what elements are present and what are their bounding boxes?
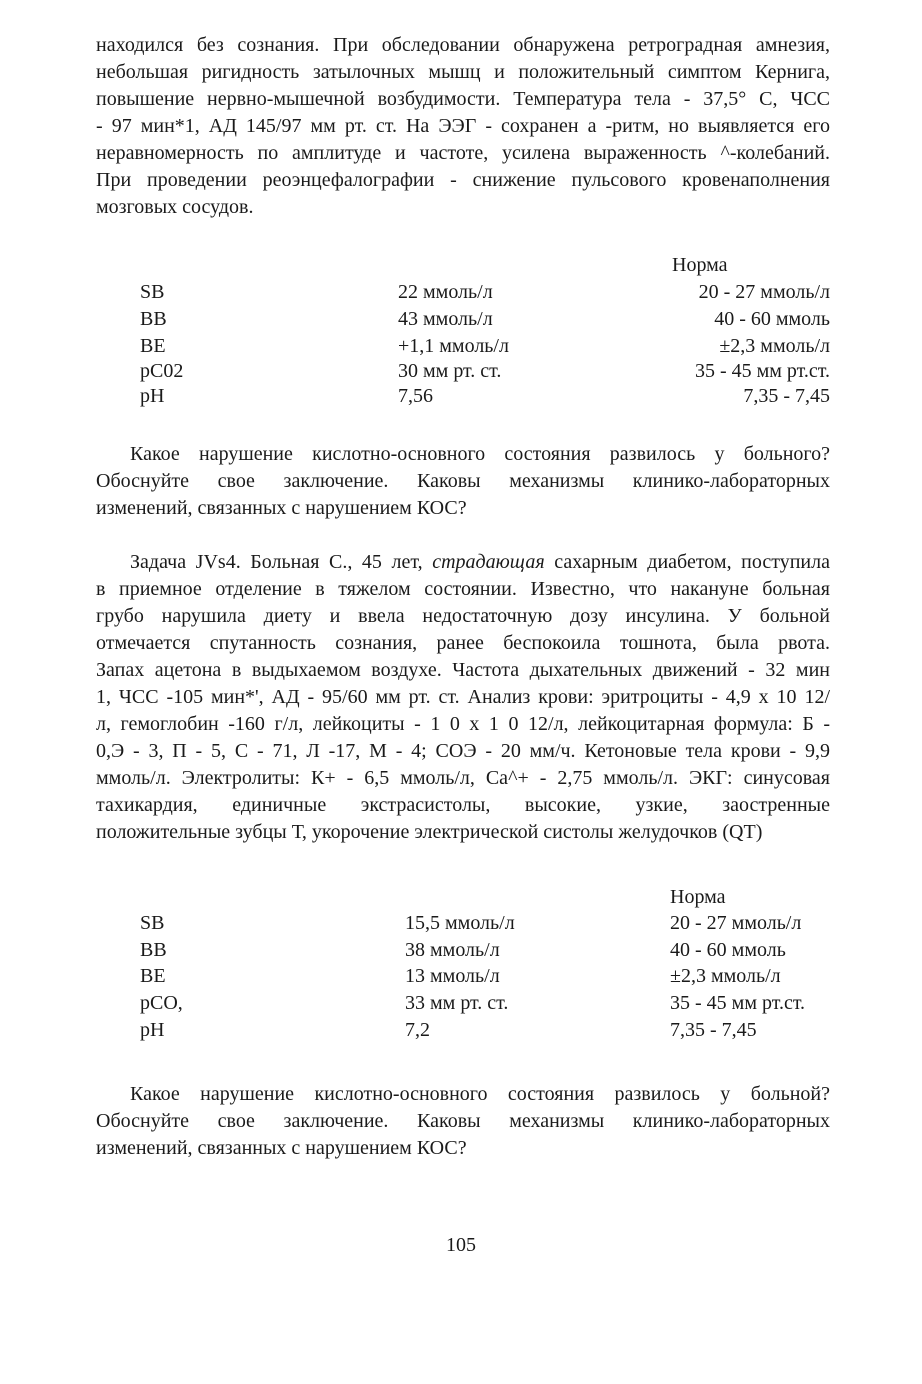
norm-cell: 7,35 - 7,45 xyxy=(743,385,830,407)
norm-cell: 35 - 45 мм рт.ст. xyxy=(694,360,830,382)
norm-header: Норма xyxy=(670,886,726,908)
param-cell: BB xyxy=(140,939,167,961)
param-cell: SB xyxy=(140,912,165,934)
text-line: Какое нарушение кислотно-основного состояния развилось у больного? xyxy=(130,443,830,465)
value-cell: +1,1 ммоль/л xyxy=(398,335,509,357)
table-row xyxy=(0,358,922,385)
text-line: - 97 мин*1, АД 145/97 мм рт. ст. На ЭЭГ - сохранен а -ритм, но выявляется его xyxy=(96,115,830,137)
table-row xyxy=(0,937,922,964)
norm-cell: 40 - 60 ммоль xyxy=(670,939,786,961)
text-line: тахикардия, единичные экстрасистолы, высокие, узкие, заостренные xyxy=(96,794,830,816)
norm-header: Норма xyxy=(672,254,728,276)
table-row xyxy=(0,1017,922,1044)
param-cell: pH xyxy=(140,1019,165,1041)
norm-cell: ±2,3 ммоль/л xyxy=(670,965,781,987)
param-cell: pH xyxy=(140,385,165,407)
value-cell: 15,5 ммоль/л xyxy=(405,912,515,934)
text-line: Запах ацетона в выдыхаемом воздухе. Частота дыхательных движений - 32 мин xyxy=(96,659,830,681)
value-cell: 43 ммоль/л xyxy=(398,308,493,330)
text-line: Какое нарушение кислотно-основного состояния развилось у больной? xyxy=(130,1083,830,1105)
norm-cell: 35 - 45 мм рт.ст. xyxy=(670,992,806,1014)
value-cell: 30 мм рт. ст. xyxy=(398,360,502,382)
value-cell: 22 ммоль/л xyxy=(398,281,493,303)
text-line: находился без сознания. При обследовании обнаружена ретроградная амнезия, xyxy=(96,34,830,56)
text-line: ммоль/л. Электролиты: К+ - 6,5 ммоль/л, Са^+ - 2,75 ммоль/л. ЭКГ: синусовая xyxy=(96,767,830,789)
table-row xyxy=(0,963,922,990)
text-line: положительные зубцы Т, укорочение электрической систолы желудочков (QT) xyxy=(96,821,763,843)
param-cell: pCO, xyxy=(140,992,183,1014)
table-row xyxy=(0,333,922,360)
text-line: изменений, связанных с нарушением КОС? xyxy=(96,1137,467,1159)
task-heading-rest: сахарным диабетом, поступила xyxy=(544,551,830,573)
table-row xyxy=(0,306,922,333)
param-cell: BE xyxy=(140,335,166,357)
value-cell: 7,56 xyxy=(398,385,433,407)
text-line: мозговых сосудов. xyxy=(96,196,254,218)
param-cell: pC02 xyxy=(140,360,184,382)
question-1 xyxy=(96,441,830,522)
text-line: в приемное отделение в тяжелом состоянии. Известно, что накануне больная xyxy=(96,578,830,600)
text-line: Обоснуйте свое заключение. Каковы механизмы клинико-лабораторных xyxy=(96,470,830,492)
emphasized-word: страдающая xyxy=(432,551,545,573)
norm-cell: ±2,3 ммоль/л xyxy=(719,335,830,357)
text-line: неравномерность по амплитуде и частоте, усилена выраженность ^-колебаний. xyxy=(96,142,830,164)
table-row xyxy=(0,910,922,937)
intro-paragraph xyxy=(96,32,830,221)
text-line: Обоснуйте свое заключение. Каковы механизмы клинико-лабораторных xyxy=(96,1110,830,1132)
table-row xyxy=(0,383,922,410)
norm-cell: 20 - 27 ммоль/л xyxy=(670,912,802,934)
task-heading-line xyxy=(96,549,830,576)
text-line: При проведении реоэнцефалографии - снижение пульсового кровенаполнения xyxy=(96,169,830,191)
norm-cell: 20 - 27 ммоль/л xyxy=(698,281,830,303)
table-row xyxy=(0,279,922,306)
param-cell: BB xyxy=(140,308,167,330)
task-heading-text: Задача JVs4. Больная С., 45 лет, xyxy=(130,551,433,573)
norm-cell: 7,35 - 7,45 xyxy=(670,1019,757,1041)
text-line: отмечается спутанность сознания, ранее беспокоила тошнота, была рвота. xyxy=(96,632,830,654)
text-line: л, гемоглобин -160 г/л, лейкоциты - 1 0 х 1 0 12/л, лейкоцитарная формула: Б - xyxy=(96,713,830,735)
value-cell: 33 мм рт. ст. xyxy=(405,992,509,1014)
page-number: 105 xyxy=(446,1234,476,1256)
value-cell: 7,2 xyxy=(405,1019,430,1041)
text-line: 0,Э - 3, П - 5, С - 71, Л -17, М - 4; СОЭ - 20 мм/ч. Кетоновые тела крови - 9,9 xyxy=(96,740,830,762)
text-line: грубо нарушила диету и ввела недостаточную дозу инсулина. У больной xyxy=(96,605,830,627)
norm-cell: 40 - 60 ммоль xyxy=(714,308,830,330)
text-line: небольшая ригидность затылочных мышц и положительный симптом Кернига, xyxy=(96,61,830,83)
task-4-paragraph xyxy=(96,549,830,846)
question-2 xyxy=(96,1081,830,1162)
value-cell: 13 ммоль/л xyxy=(405,965,500,987)
value-cell: 38 ммоль/л xyxy=(405,939,500,961)
text-line: изменений, связанных с нарушением КОС? xyxy=(96,497,467,519)
param-cell: BE xyxy=(140,965,166,987)
text-line: повышение нервно-мышечной возбудимости. Температура тела - 37,5° С, ЧСС xyxy=(96,88,830,110)
table-row xyxy=(0,990,922,1017)
text-line: 1, ЧСС -105 мин*', АД - 95/60 мм рт. ст. Анализ крови: эритроциты - 4,9 х 10 12/ xyxy=(96,686,830,708)
param-cell: SB xyxy=(140,281,165,303)
